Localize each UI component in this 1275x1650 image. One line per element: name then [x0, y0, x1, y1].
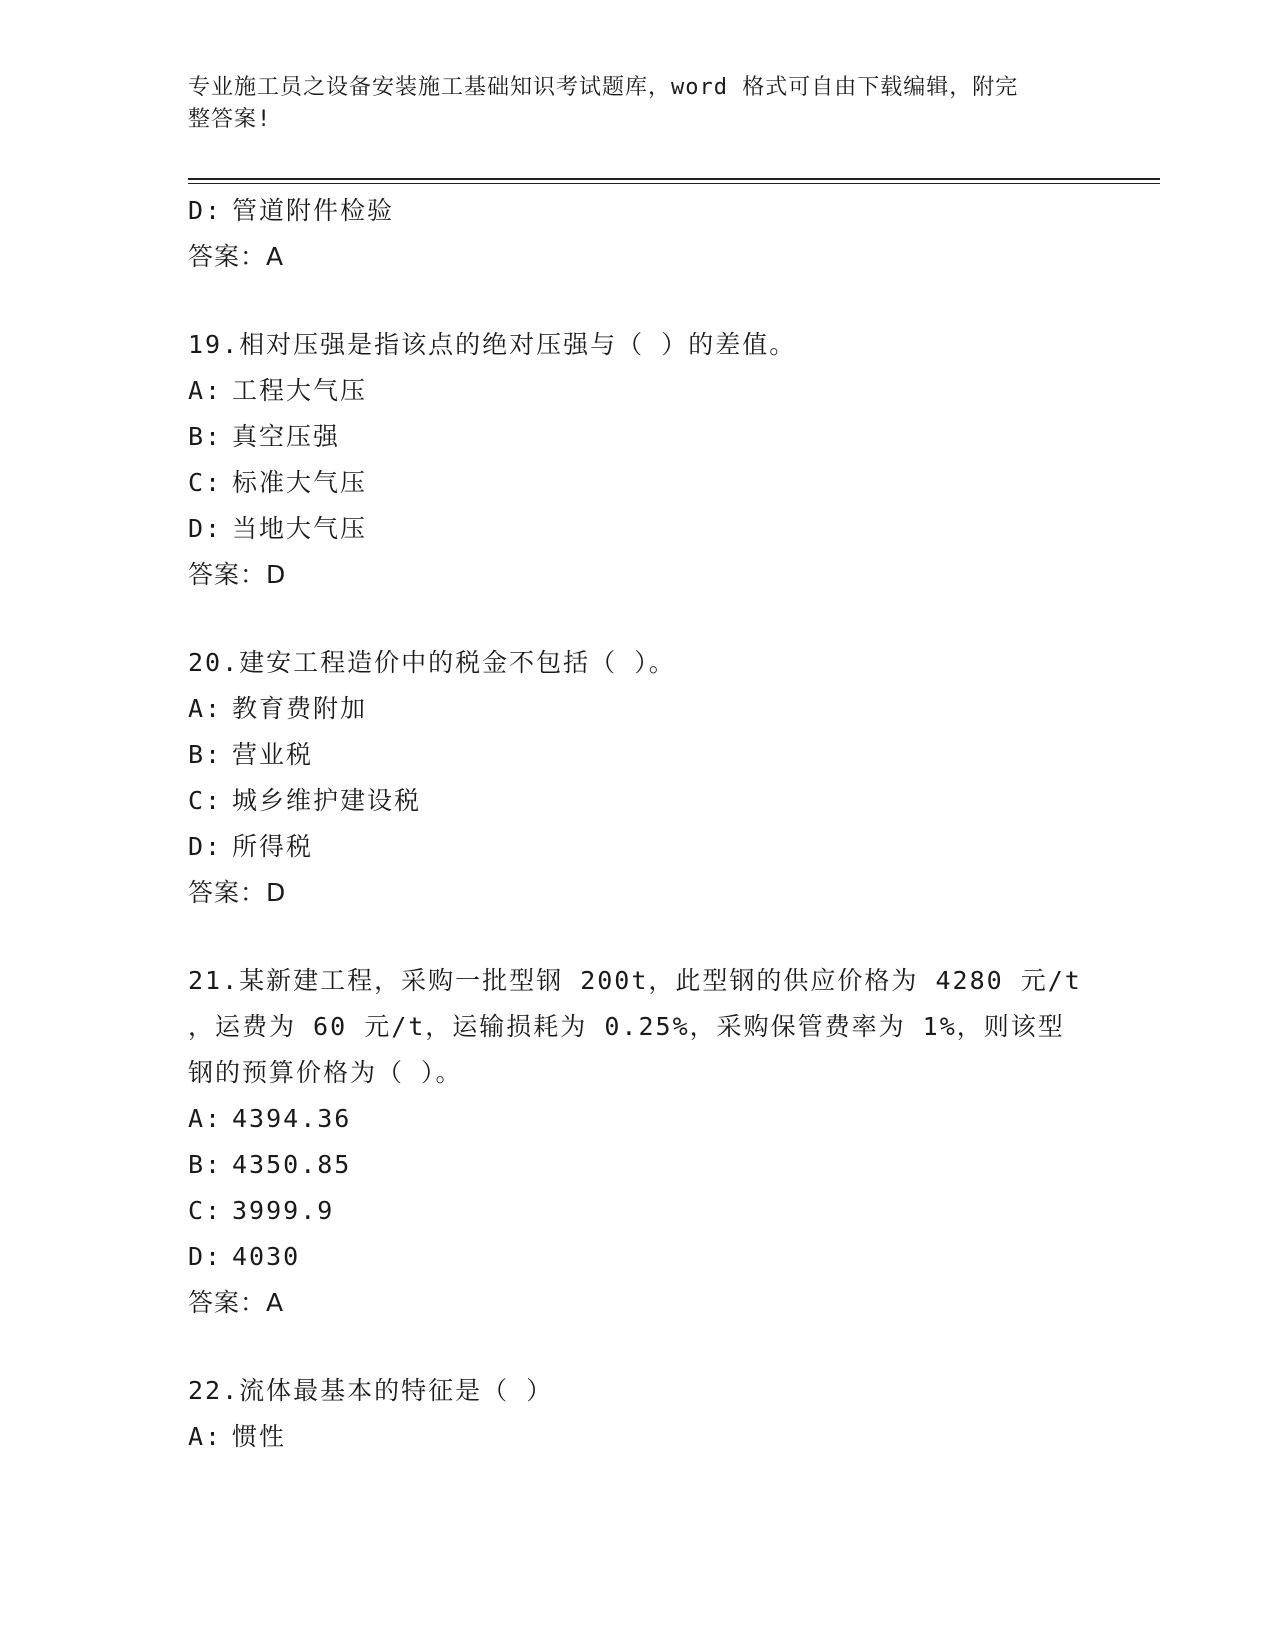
spacer: [188, 1326, 1088, 1368]
option-label: D:: [188, 196, 223, 225]
option-text: 所得税: [232, 832, 314, 861]
option-b: [188, 732, 1088, 778]
option-text: 城乡维护建设税: [232, 786, 422, 815]
option-a: [188, 368, 1088, 414]
option-c: [188, 1188, 1088, 1234]
option-text: 当地大气压: [232, 514, 368, 543]
question-stem-line-2: ，运费为 60 元/t，运输损耗为 0.25%，采购保管费率为 1%，则该型: [188, 1012, 1065, 1041]
option-label: D:: [188, 514, 223, 543]
option-text: 管道附件检验: [232, 196, 395, 225]
option-label: B:: [188, 422, 223, 451]
option-a: [188, 686, 1088, 732]
header-line-1: 专业施工员之设备安装施工基础知识考试题库，word 格式可自由下载编辑，附完: [188, 75, 1019, 100]
option-text: 标准大气压: [232, 468, 368, 497]
answer-line: 答案：A: [188, 1288, 285, 1317]
option-a: [188, 1096, 1088, 1142]
option-text: 惯性: [232, 1422, 287, 1451]
option-d: [188, 1234, 1088, 1280]
option-label: C:: [188, 468, 223, 497]
answer-line: 答案：D: [188, 878, 287, 907]
option-label: B:: [188, 1150, 223, 1179]
header-line-2: 整答案!: [188, 107, 272, 132]
document-header: [188, 72, 1088, 136]
header-divider: [188, 178, 1160, 184]
question-content: [188, 188, 1088, 1460]
option-label: C:: [188, 1196, 223, 1225]
question-stem-line-1: 21.某新建工程，采购一批型钢 200t，此型钢的供应价格为 4280 元/t: [188, 966, 1082, 995]
question-stem: 19.相对压强是指该点的绝对压强与（ ）的差值。: [188, 330, 797, 359]
question-stem: 20.建安工程造价中的税金不包括（ ）。: [188, 648, 676, 677]
option-label: A:: [188, 694, 223, 723]
option-label: B:: [188, 740, 223, 769]
option-text: 真空压强: [232, 422, 341, 451]
option-label: D:: [188, 832, 223, 861]
option-b: [188, 414, 1088, 460]
spacer: [188, 916, 1088, 958]
option-text: 教育费附加: [232, 694, 368, 723]
option-label: D:: [188, 1242, 223, 1271]
option-label: C:: [188, 786, 223, 815]
option-text: 营业税: [232, 740, 314, 769]
option-c: [188, 460, 1088, 506]
option-a: [188, 1414, 1088, 1460]
spacer: [188, 280, 1088, 322]
option-d: [188, 188, 1088, 234]
option-c: [188, 778, 1088, 824]
question-stem-line-3: 钢的预算价格为（ ）。: [188, 1058, 463, 1087]
spacer: [188, 598, 1088, 640]
option-text: 4030: [232, 1242, 301, 1271]
answer-line: 答案：D: [188, 560, 287, 589]
option-d: [188, 506, 1088, 552]
question-stem: 22.流体最基本的特征是（ ）: [188, 1376, 554, 1405]
option-text: 4394.36: [232, 1104, 352, 1133]
option-d: [188, 824, 1088, 870]
option-b: [188, 1142, 1088, 1188]
option-text: 3999.9: [232, 1196, 335, 1225]
option-text: 4350.85: [232, 1150, 352, 1179]
option-text: 工程大气压: [232, 376, 368, 405]
option-label: A:: [188, 1422, 223, 1451]
option-label: A:: [188, 376, 223, 405]
answer-line: 答案：A: [188, 242, 285, 271]
option-label: A:: [188, 1104, 223, 1133]
